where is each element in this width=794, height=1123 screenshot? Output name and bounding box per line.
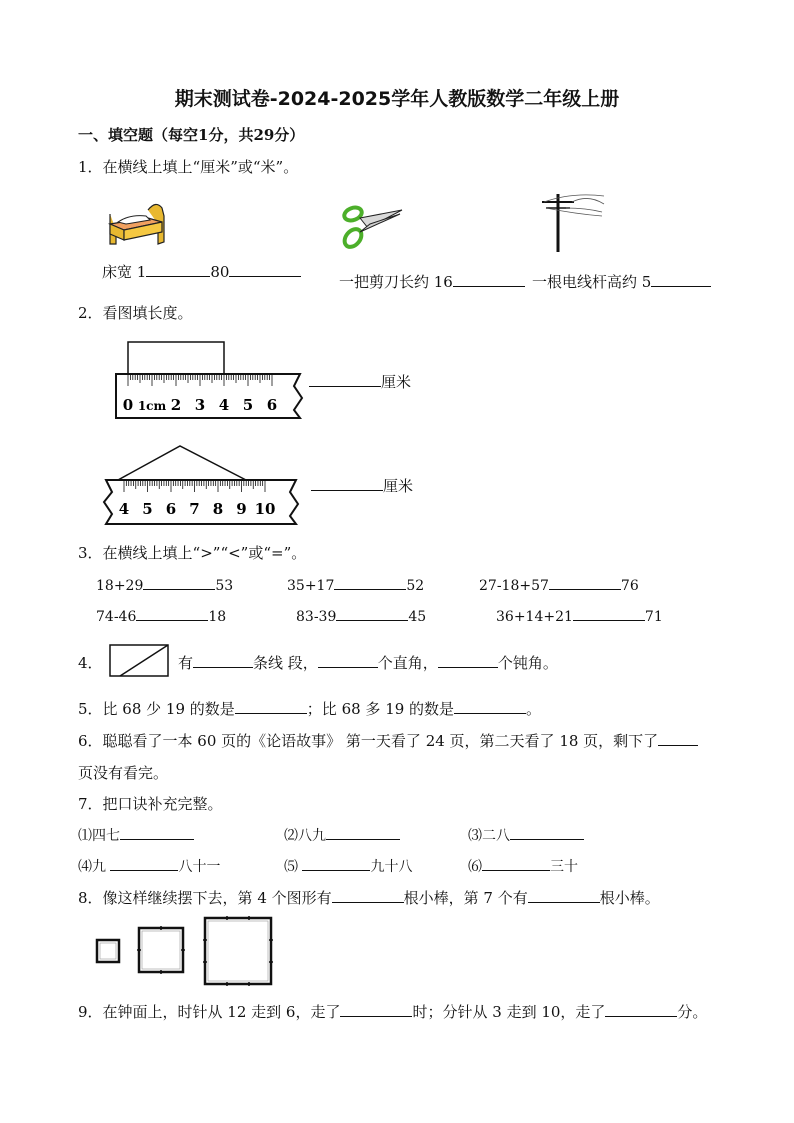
ruler-2-figure bbox=[98, 442, 302, 526]
q3-item-1-right: 53 bbox=[215, 578, 234, 594]
q4-line bbox=[178, 652, 558, 673]
q4-figure bbox=[108, 643, 172, 679]
q5-blank-1[interactable] bbox=[235, 699, 307, 714]
q9-line bbox=[78, 1001, 707, 1022]
q2-unit-2: 厘米 bbox=[383, 477, 414, 495]
ruler-1-label-6: 6 bbox=[266, 396, 278, 414]
q2-answer-1 bbox=[309, 371, 411, 392]
q1-blank-1[interactable] bbox=[146, 262, 210, 277]
q7-item-1-text: ⑴四七 bbox=[78, 828, 120, 844]
q7-blank-4[interactable] bbox=[110, 856, 178, 871]
q6-blank-1[interactable] bbox=[658, 731, 698, 746]
q2-stem: 2．看图填长度。 bbox=[78, 304, 193, 322]
q7-item-4-text-b: 八十一 bbox=[178, 859, 221, 875]
q8-square-3 bbox=[205, 918, 271, 984]
ruler-1-label-2: 2 bbox=[170, 396, 182, 414]
bed-image bbox=[104, 200, 180, 252]
q7-blank-2[interactable] bbox=[326, 825, 400, 840]
utility-pole-image bbox=[536, 190, 606, 256]
q1-scissors-line bbox=[339, 271, 525, 292]
q3-item-1 bbox=[96, 575, 233, 594]
q3-blank-3[interactable] bbox=[549, 575, 621, 590]
q1-scissors-text: 一把剪刀长约 16 bbox=[339, 273, 453, 291]
q2-unit-1: 厘米 bbox=[381, 373, 412, 391]
q3-blank-1[interactable] bbox=[143, 575, 215, 590]
ruler-1-label-1: 1cm bbox=[137, 399, 167, 413]
ruler-1-object-rect bbox=[128, 342, 224, 374]
q3-item-2 bbox=[287, 575, 424, 594]
q1-blank-2[interactable] bbox=[229, 262, 301, 277]
q4-text-2: 条线 段， bbox=[253, 654, 318, 672]
q3-item-6 bbox=[496, 606, 663, 625]
page-title: 期末测试卷-2024-2025学年人教版数学二年级上册 bbox=[174, 88, 620, 110]
q5-blank-2[interactable] bbox=[454, 699, 526, 714]
q3-blank-5[interactable] bbox=[336, 606, 408, 621]
q7-item-4 bbox=[78, 856, 220, 876]
q7-item-3 bbox=[468, 825, 584, 845]
q7-blank-1[interactable] bbox=[120, 825, 194, 840]
scissors-image bbox=[340, 200, 406, 252]
q7-item-3-text: ⑶二八 bbox=[468, 828, 510, 844]
q3-item-6-left: 36+14+21 bbox=[496, 609, 573, 625]
q3-stem: 3．在横线上填上“>”“<”或“=”。 bbox=[78, 544, 307, 562]
q1-bed-text-a: 床宽 1 bbox=[102, 263, 147, 281]
q7-stem: 7．把口诀补充完整。 bbox=[78, 795, 223, 813]
q8-stick-figures bbox=[94, 914, 278, 988]
q3-item-1-left: 18+29 bbox=[96, 578, 144, 594]
q5-line bbox=[78, 698, 541, 719]
q9-blank-1[interactable] bbox=[340, 1002, 412, 1017]
ruler-2-label-2: 6 bbox=[165, 500, 177, 518]
q6-line-2: 页没有看完。 bbox=[78, 764, 169, 782]
q7-item-2-text: ⑵八九 bbox=[284, 828, 326, 844]
ruler-1-label-5: 5 bbox=[242, 396, 254, 414]
q3-item-6-right: 71 bbox=[644, 609, 663, 625]
q7-item-2 bbox=[284, 825, 400, 845]
ruler-2-label-4: 8 bbox=[212, 500, 224, 518]
q3-item-3-left: 27-18+57 bbox=[479, 578, 549, 594]
q7-item-6-text-b: 三十 bbox=[550, 859, 578, 875]
q8-blank-2[interactable] bbox=[528, 888, 600, 903]
q8-square-2 bbox=[139, 928, 183, 972]
q5-text-3: 。 bbox=[526, 700, 542, 718]
q3-item-3-right: 76 bbox=[620, 578, 639, 594]
q4-blank-1[interactable] bbox=[193, 653, 253, 668]
q7-item-5-text-b: 九十八 bbox=[370, 859, 413, 875]
q3-blank-6[interactable] bbox=[573, 606, 645, 621]
q7-blank-3[interactable] bbox=[510, 825, 584, 840]
q3-item-2-left: 35+17 bbox=[287, 578, 335, 594]
q8-text-3: 根小棒。 bbox=[599, 889, 660, 907]
q3-blank-2[interactable] bbox=[334, 575, 406, 590]
q5-text-2: ；比 68 多 19 的数是 bbox=[306, 700, 455, 718]
ruler-1-label-4: 4 bbox=[218, 396, 230, 414]
ruler-2-label-1: 5 bbox=[142, 500, 153, 518]
q6-text-1: 6．聪聪看了一本 60 页的《论语故事》 第一天看了 24 页，第二天看了 18 页，剩下了 bbox=[78, 732, 659, 750]
q7-item-4-text-a: ⑷九 bbox=[78, 859, 106, 875]
ruler-2-label-5: 9 bbox=[236, 500, 247, 518]
q7-blank-5[interactable] bbox=[302, 856, 370, 871]
q4-text-3: 个直角， bbox=[377, 654, 438, 672]
q4-text-4: 个钝角。 bbox=[497, 654, 558, 672]
q8-text-1: 8．像这样继续摆下去，第 4 个图形有 bbox=[78, 889, 332, 907]
q3-blank-4[interactable] bbox=[136, 606, 208, 621]
q4-blank-3[interactable] bbox=[438, 653, 498, 668]
q3-item-5-left: 83-39 bbox=[296, 609, 337, 625]
q6-line-1 bbox=[78, 730, 698, 751]
q3-item-5 bbox=[296, 606, 426, 625]
q9-text-3: 分。 bbox=[677, 1003, 708, 1021]
q1-pole-text: 一根电线杆高约 5 bbox=[532, 273, 652, 291]
ruler-2-label-6: 10 bbox=[254, 500, 276, 518]
q1-pole-line bbox=[532, 271, 711, 292]
q3-item-4-right: 18 bbox=[208, 609, 227, 625]
q3-item-4-left: 74-46 bbox=[96, 609, 137, 625]
q9-text-1: 9．在钟面上，时针从 12 走到 6，走了 bbox=[78, 1003, 341, 1021]
q2-blank-1[interactable] bbox=[309, 372, 381, 387]
q1-bed-text-b: 80 bbox=[210, 263, 230, 281]
q1-blank-4[interactable] bbox=[651, 272, 711, 287]
ruler-2-triangle bbox=[118, 446, 246, 480]
q7-item-6 bbox=[468, 856, 578, 876]
q3-item-4 bbox=[96, 606, 226, 625]
ruler-1-label-3: 3 bbox=[194, 396, 206, 414]
q9-text-2: 时；分针从 3 走到 10，走了 bbox=[412, 1003, 606, 1021]
q2-blank-2[interactable] bbox=[311, 476, 383, 491]
ruler-1-figure bbox=[110, 338, 310, 422]
ruler-1-label-0: 0 bbox=[122, 396, 134, 414]
q4-blank-2[interactable] bbox=[318, 653, 378, 668]
q7-item-5 bbox=[284, 856, 412, 876]
q8-line bbox=[78, 887, 660, 908]
q3-item-2-right: 52 bbox=[406, 578, 425, 594]
q7-item-1 bbox=[78, 825, 194, 845]
q3-item-3 bbox=[479, 575, 639, 594]
q3-item-5-right: 45 bbox=[408, 609, 427, 625]
q5-text-1: 5．比 68 少 19 的数是 bbox=[78, 700, 235, 718]
section-heading: 一、填空题（每空1分，共29分） bbox=[78, 126, 305, 144]
q4-text-1: 有 bbox=[178, 654, 194, 672]
q8-text-2: 根小棒，第 7 个有 bbox=[403, 889, 528, 907]
q1-bed-line bbox=[102, 261, 301, 282]
q7-item-5-text-a: ⑸ bbox=[284, 859, 298, 875]
q7-blank-6[interactable] bbox=[482, 856, 550, 871]
ruler-2-label-3: 7 bbox=[189, 500, 200, 518]
q9-blank-2[interactable] bbox=[605, 1002, 677, 1017]
q4-number: 4． bbox=[78, 654, 103, 672]
q8-blank-1[interactable] bbox=[332, 888, 404, 903]
q1-stem: 1．在横线上填上“厘米”或“米”。 bbox=[78, 158, 299, 176]
q1-blank-3[interactable] bbox=[453, 272, 525, 287]
q7-item-6-text-a: ⑹ bbox=[468, 859, 482, 875]
q2-answer-2 bbox=[311, 475, 413, 496]
ruler-2-label-0: 4 bbox=[118, 500, 130, 518]
